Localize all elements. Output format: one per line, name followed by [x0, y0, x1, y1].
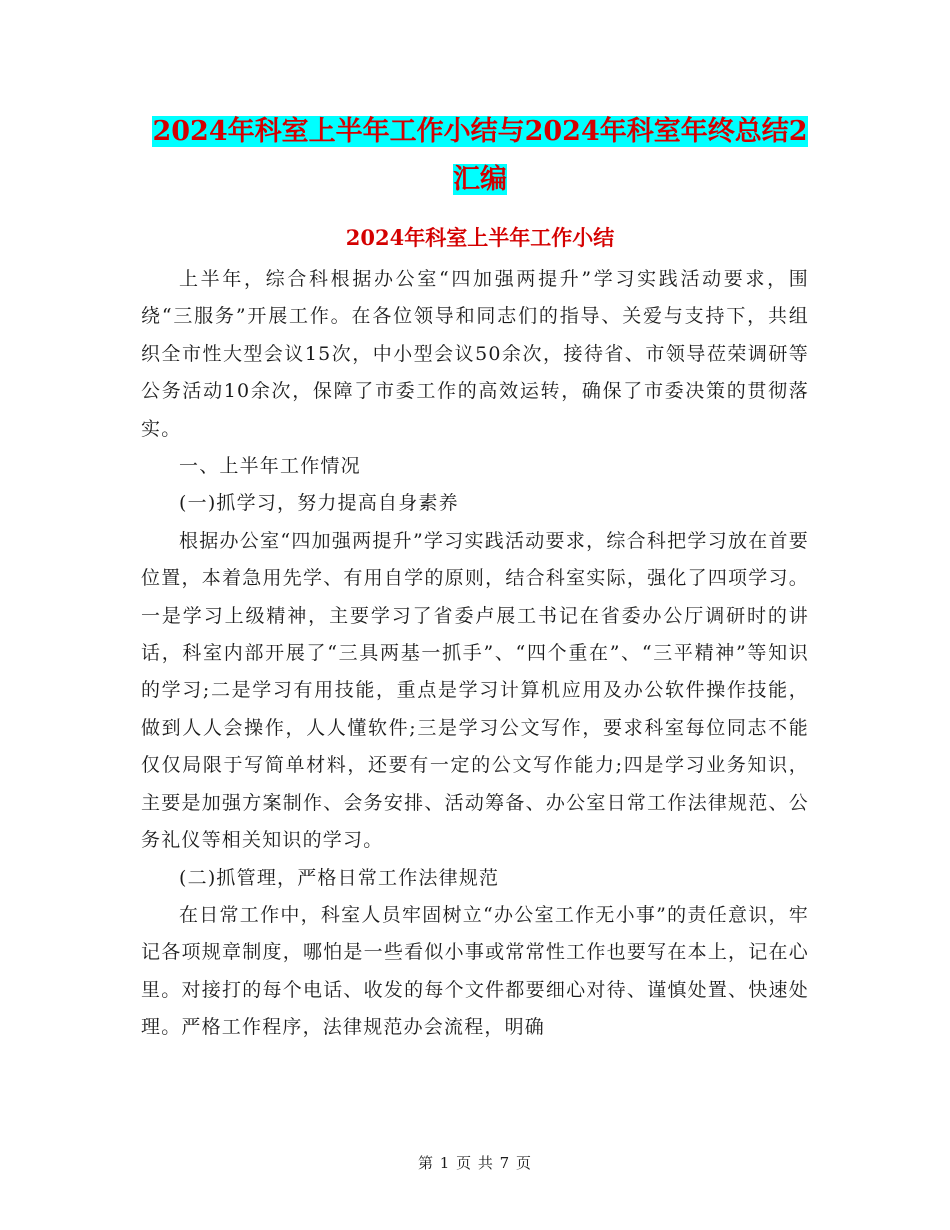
- heading-work-status: 一、上半年工作情况: [179, 455, 361, 478]
- subheading-management: (二)抓管理，严格日常工作法律规范: [179, 866, 500, 889]
- paragraph-intro: 上半年，综合科根据办公室“四加强两提升”学习实践活动要求，围绕“三服务”开展工作。在各位领导和同志们的指导、关爱与支持下，共组织全市性大型会议15次，中小型会议50余次，接待省、市领导莅荣调研等公务活动10余次，保障了市委工作的高效运转，确保了市委决策的贯彻落实。: [141, 268, 809, 440]
- paragraph-management: 在日常工作中，科室人员牢固树立“办公室工作无小事”的责任意识，牢记各项规章制度，哪怕是一些看似小事或常常性工作也要写在本上，记在心里。对接打的每个电话、收发的每个文件都要细心对待、谨慎处置、快速处理。严格工作程序，法律规范办会流程，明确: [141, 903, 809, 1039]
- subheading-study: (一)抓学习，努力提高自身素养: [179, 492, 459, 515]
- paragraph-study: 根据办公室“四加强两提升”学习实践活动要求，综合科把学习放在首要位置，本着急用先学、有用自学的原则，结合科室实际，强化了四项学习。一是学习上级精神，主要学习了省委卢展工书记在省委办公厅调研时的讲话，科室内部开展了“三具两基一抓手”、“四个重在”、“三平精神”等知识的学习;二是学习有用技能，重点是学习计算机应用及办公软件操作技能，做到人人会操作，人人懂软件;三是学习公文写作，要求科室每位同志不能仅仅局限于写简单材料，还要有一定的公文写作能力;四是学习业务知识，主要是加强方案制作、会务安排、活动筹备、办公室日常工作法律规范、公务礼仪等相关知识的学习。: [141, 529, 809, 852]
- document-title: [140, 108, 820, 204]
- document-body: [141, 261, 809, 1047]
- section-title: 2024年科室上半年工作小结: [345, 225, 615, 250]
- document-title-text: 2024年科室上半年工作小结与2024年科室年终总结2汇编: [152, 116, 808, 195]
- page-footer: 第 1 页 共 7 页: [418, 1154, 532, 1172]
